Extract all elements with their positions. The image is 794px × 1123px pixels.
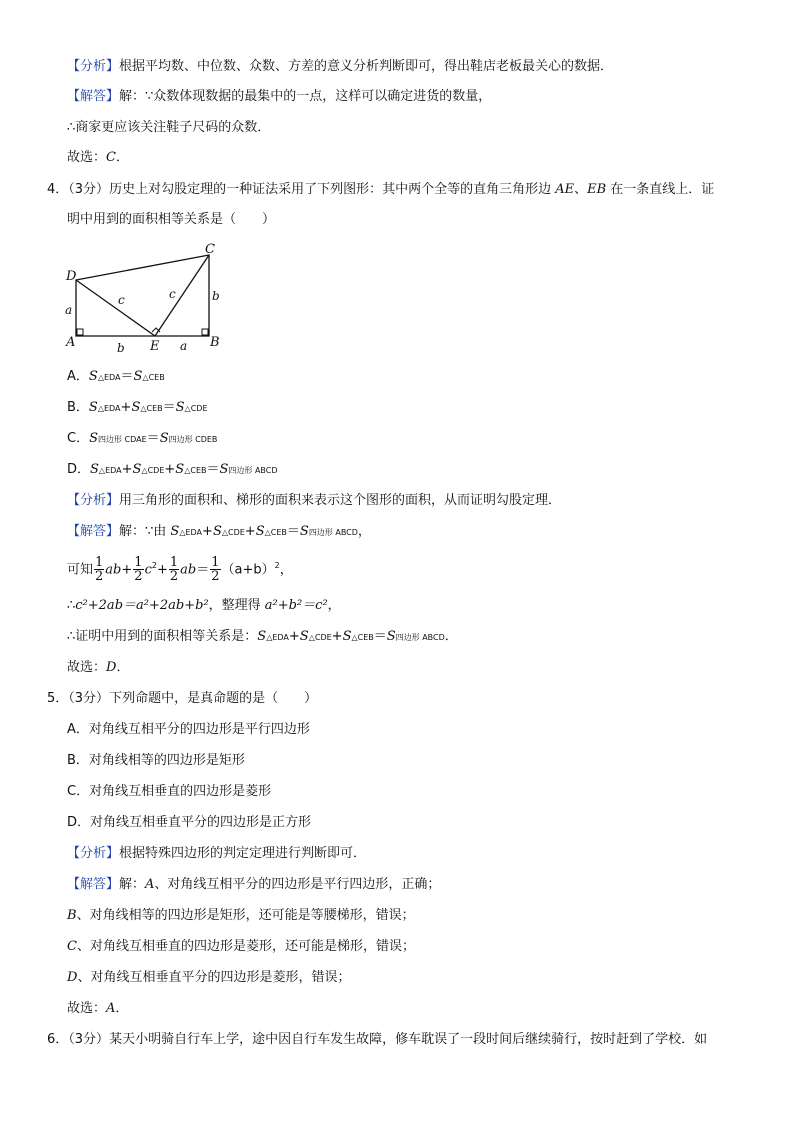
q4-conclusion: ∴证明中用到的面积相等关系是：S△EDA+S△CDE+S△CEB＝S四边形 ABCD．: [67, 629, 458, 644]
q5-answer: 故选：A．: [67, 1001, 129, 1016]
q5-stem: 5．（3分）下列命题中，是真命题的是（ ）: [47, 691, 318, 706]
label-b-right: b: [212, 289, 220, 303]
q5-option-d: D．对角线互相垂直平分的四边形是正方形: [67, 815, 312, 830]
q4-option-a: A．S△EDA＝S△CEB: [67, 369, 165, 384]
q5-solution-d: D、对角线互相垂直平分的四边形是菱形，错误；: [67, 970, 351, 985]
q5-solution-c: C、对角线互相垂直的四边形是菱形，还可能是梯形，错误；: [67, 939, 415, 954]
q4-option-d: D．S△EDA+S△CDE+S△CEB＝S四边形 ABCD: [67, 462, 278, 477]
label-e: E: [150, 339, 160, 354]
segment-de: [76, 280, 155, 336]
analysis-tag: 【分析】: [67, 846, 120, 861]
q4-answer: 故选：D．: [67, 660, 130, 675]
solution-tag: 【解答】: [67, 524, 120, 539]
segment-ce: [155, 255, 209, 336]
q4-analysis: 【分析】用三角形的面积和、梯形的面积来表示这个图形的面积，从而证明勾股定理．: [67, 493, 562, 508]
fraction: $\frac{1}{2}$: [211, 555, 220, 585]
fraction: $\frac{1}{2}$: [95, 555, 104, 585]
fraction: $\frac{1}{2}$: [134, 555, 143, 585]
right-angle-mark-b: [202, 329, 208, 335]
label-b-bottom: b: [117, 341, 125, 355]
q4-option-c: C．S四边形 CDAE＝S四边形 CDEB: [67, 431, 218, 446]
q4-stem-line1: 4．（3分）历史上对勾股定理的一种证法采用了下列图形：其中两个全等的直角三角形边 AE、EB 在一条直线上．证: [47, 182, 715, 197]
q4-option-b: B．S△EDA+S△CEB＝S△CDE: [67, 400, 208, 415]
q4-equation-simplify: ∴c²+2ab＝a²+2ab+b²，整理得 a²+b²＝c²，: [67, 598, 341, 613]
label-c-right: c: [169, 287, 176, 301]
right-angle-mark-a: [77, 329, 83, 335]
q5-option-a: A．对角线互相平分的四边形是平行四边形: [67, 722, 310, 737]
q4-stem-line2: 明中用到的面积相等关系是（ ）: [67, 212, 276, 227]
trapezoid-outline: [76, 255, 209, 336]
q5-solution-a: 【解答】解：A、对角线互相平分的四边形是平行四边形，正确；: [67, 877, 441, 892]
q3-analysis: 【分析】根据平均数、中位数、众数、方差的意义分析判断即可，得出鞋店老板最关心的数据．: [67, 59, 614, 74]
analysis-tag: 【分析】: [67, 59, 120, 74]
q6-stem: 6．（3分）某天小明骑自行车上学，途中因自行车发生故障，修车耽误了一段时间后继续骑行，按时赶到了学校．如: [47, 1032, 708, 1047]
q4-solution: 【解答】解：∵由 S△EDA+S△CDE+S△CEB＝S四边形 ABCD，: [67, 524, 371, 539]
label-a: A: [66, 335, 76, 350]
label-c-left: c: [118, 293, 125, 307]
label-a-left: a: [65, 303, 73, 317]
solution-tag: 【解答】: [67, 877, 120, 892]
q3-solution: 【解答】解：∵众数体现数据的最集中的一点，这样可以确定进货的数量，: [67, 89, 492, 104]
label-b: B: [210, 335, 220, 350]
q5-option-c: C．对角线互相垂直的四边形是菱形: [67, 784, 272, 799]
q4-equation-fractions: 可知 $\frac{1}{2}$ ab+ $\frac{1}{2}$ $c^2+$ $\frac{1}{2}$ ab＝ $\frac{1}{2}$ $(a+b)^2$，: [67, 555, 293, 585]
q5-analysis: 【分析】根据特殊四边形的判定定理进行判断即可．: [67, 846, 367, 861]
fraction: $\frac{1}{2}$: [169, 555, 179, 585]
analysis-tag: 【分析】: [67, 493, 120, 508]
q5-option-b: B．对角线相等的四边形是矩形: [67, 753, 245, 768]
label-d: D: [66, 269, 77, 284]
solution-tag: 【解答】: [67, 89, 120, 104]
q3-answer: 故选：C．: [67, 150, 129, 165]
label-a-bottom: a: [180, 339, 188, 353]
q5-solution-b: B、对角线相等的四边形是矩形，还可能是等腰梯形，错误；: [67, 908, 415, 923]
label-c: C: [205, 242, 215, 257]
q3-solution-line2: ∴商家更应该关注鞋子尺码的众数．: [67, 120, 271, 135]
right-trapezoid-figure: [62, 240, 237, 355]
